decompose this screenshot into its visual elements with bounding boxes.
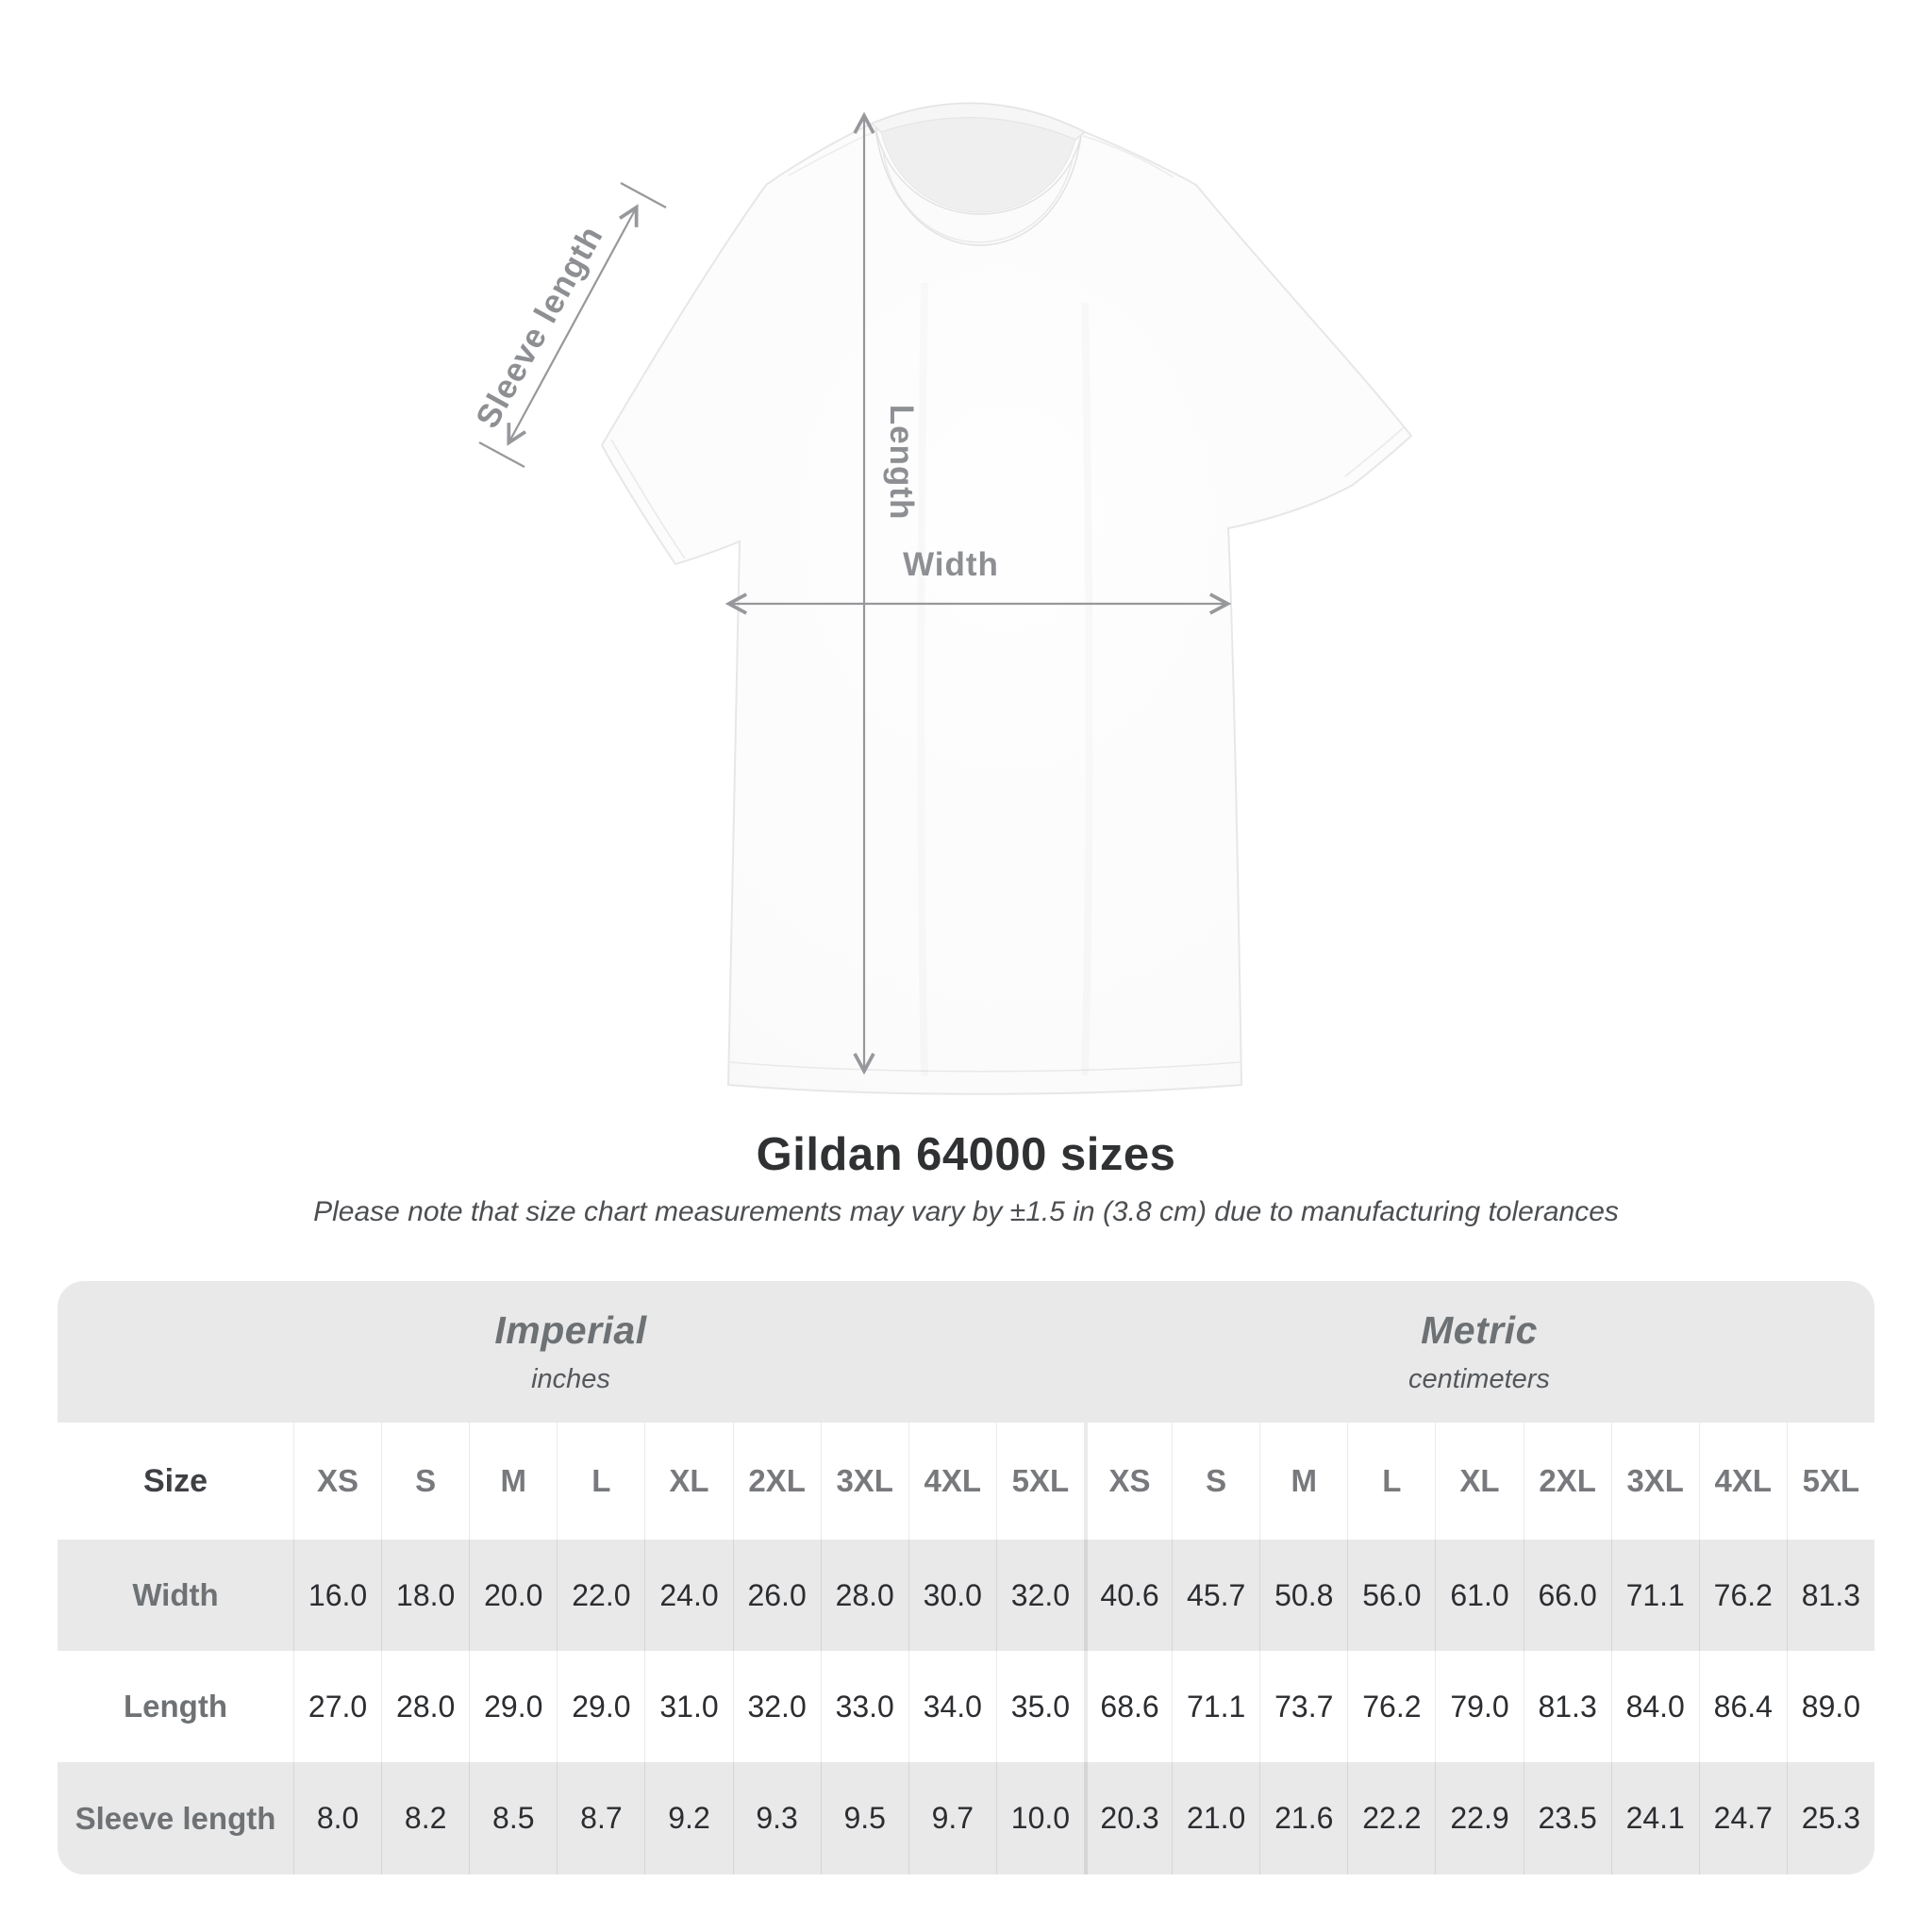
- value-cell: 33.0: [821, 1651, 908, 1762]
- value-cell: 8.2: [381, 1762, 469, 1874]
- value-cell: 76.2: [1699, 1540, 1787, 1651]
- value-cell: 30.0: [908, 1540, 996, 1651]
- value-cell: 56.0: [1347, 1540, 1435, 1651]
- size-column-header: Size: [58, 1423, 293, 1540]
- value-cell: 24.0: [644, 1540, 732, 1651]
- tshirt-graphic: [602, 104, 1411, 1094]
- width-label: Width: [903, 546, 999, 583]
- value-cell: 84.0: [1611, 1651, 1699, 1762]
- size-header-cell: M: [469, 1423, 557, 1540]
- value-cell: 22.2: [1347, 1762, 1435, 1874]
- size-header-cell: XL: [644, 1423, 732, 1540]
- value-cell: 66.0: [1524, 1540, 1611, 1651]
- value-cell: 71.1: [1172, 1651, 1259, 1762]
- value-cell: 16.0: [293, 1540, 381, 1651]
- value-cell: 79.0: [1435, 1651, 1523, 1762]
- value-cell: 21.0: [1172, 1762, 1259, 1874]
- value-cell: 24.7: [1699, 1762, 1787, 1874]
- unit-group-name: Metric: [1421, 1308, 1538, 1352]
- value-cell: 9.7: [908, 1762, 996, 1874]
- value-cell: 18.0: [381, 1540, 469, 1651]
- size-table: [58, 1281, 1874, 1874]
- size-header-cell: XL: [1435, 1423, 1523, 1540]
- unit-group-unit: centimeters: [1408, 1364, 1550, 1394]
- page-title: Gildan 64000 sizes: [756, 1129, 1176, 1180]
- unit-group-unit: inches: [531, 1364, 610, 1394]
- value-cell: 81.3: [1787, 1540, 1874, 1651]
- value-cell: 28.0: [821, 1540, 908, 1651]
- row-label: Width: [132, 1577, 219, 1612]
- value-cell: 35.0: [996, 1651, 1084, 1762]
- row-label: Length: [58, 1651, 293, 1762]
- value-cell: 8.5: [469, 1762, 557, 1874]
- size-header-cell: 4XL: [908, 1423, 996, 1540]
- size-header-cell: M: [1259, 1423, 1347, 1540]
- value-cell: 89.0: [1787, 1651, 1874, 1762]
- value-cell: 76.2: [1347, 1651, 1435, 1762]
- size-header-cell: 4XL: [1699, 1423, 1787, 1540]
- size-header-cell: 5XL: [1787, 1423, 1874, 1540]
- value-cell: 34.0: [908, 1651, 996, 1762]
- value-cell: 26.0: [733, 1540, 821, 1651]
- value-cell: 20.3: [1084, 1762, 1172, 1874]
- length-label: Length: [883, 404, 920, 521]
- value-cell: 71.1: [1611, 1540, 1699, 1651]
- value-cell: 45.7: [1172, 1540, 1259, 1651]
- value-cell: 40.6: [1084, 1540, 1172, 1651]
- value-cell: 68.6: [1084, 1651, 1172, 1762]
- value-cell: 29.0: [469, 1651, 557, 1762]
- value-cell: 9.3: [733, 1762, 821, 1874]
- value-cell: 23.5: [1524, 1762, 1611, 1874]
- size-header-cell: S: [381, 1423, 469, 1540]
- size-header-cell: XS: [293, 1423, 381, 1540]
- size-header-cell: XS: [1084, 1423, 1172, 1540]
- value-cell: 25.3: [1787, 1762, 1874, 1874]
- value-cell: 31.0: [644, 1651, 732, 1762]
- unit-group-imperial: [58, 1281, 1084, 1423]
- value-cell: 10.0: [996, 1762, 1084, 1874]
- value-cell: 20.0: [469, 1540, 557, 1651]
- value-cell: 22.0: [557, 1540, 644, 1651]
- value-cell: 9.2: [644, 1762, 732, 1874]
- size-header-cell: 3XL: [821, 1423, 908, 1540]
- sleeve-length-label: Sleeve length: [469, 219, 610, 435]
- value-cell: 86.4: [1699, 1651, 1787, 1762]
- tolerance-note: Please note that size chart measurements may vary by ±1.5 in (3.8 cm) due to manufacturing tolerances: [313, 1196, 1619, 1227]
- size-header-cell: L: [1347, 1423, 1435, 1540]
- value-cell: 8.0: [293, 1762, 381, 1874]
- value-cell: 8.7: [557, 1762, 644, 1874]
- size-header-cell: 2XL: [1524, 1423, 1611, 1540]
- value-cell: 50.8: [1259, 1540, 1347, 1651]
- value-cell: 21.6: [1259, 1762, 1347, 1874]
- value-cell: 24.1: [1611, 1762, 1699, 1874]
- value-cell: 29.0: [557, 1651, 644, 1762]
- size-header-cell: S: [1172, 1423, 1259, 1540]
- unit-group-name: Imperial: [494, 1308, 647, 1352]
- size-header-cell: 3XL: [1611, 1423, 1699, 1540]
- unit-group-metric: [1084, 1281, 1874, 1423]
- value-cell: 9.5: [821, 1762, 908, 1874]
- value-cell: 28.0: [381, 1651, 469, 1762]
- size-header-cell: 2XL: [733, 1423, 821, 1540]
- value-cell: 22.9: [1435, 1762, 1523, 1874]
- value-cell: 81.3: [1524, 1651, 1611, 1762]
- size-header-cell: L: [557, 1423, 644, 1540]
- size-header-cell: 5XL: [996, 1423, 1084, 1540]
- row-label: Sleeve length: [75, 1800, 276, 1836]
- value-cell: 73.7: [1259, 1651, 1347, 1762]
- value-cell: 61.0: [1435, 1540, 1523, 1651]
- value-cell: 32.0: [733, 1651, 821, 1762]
- value-cell: 27.0: [293, 1651, 381, 1762]
- value-cell: 32.0: [996, 1540, 1084, 1651]
